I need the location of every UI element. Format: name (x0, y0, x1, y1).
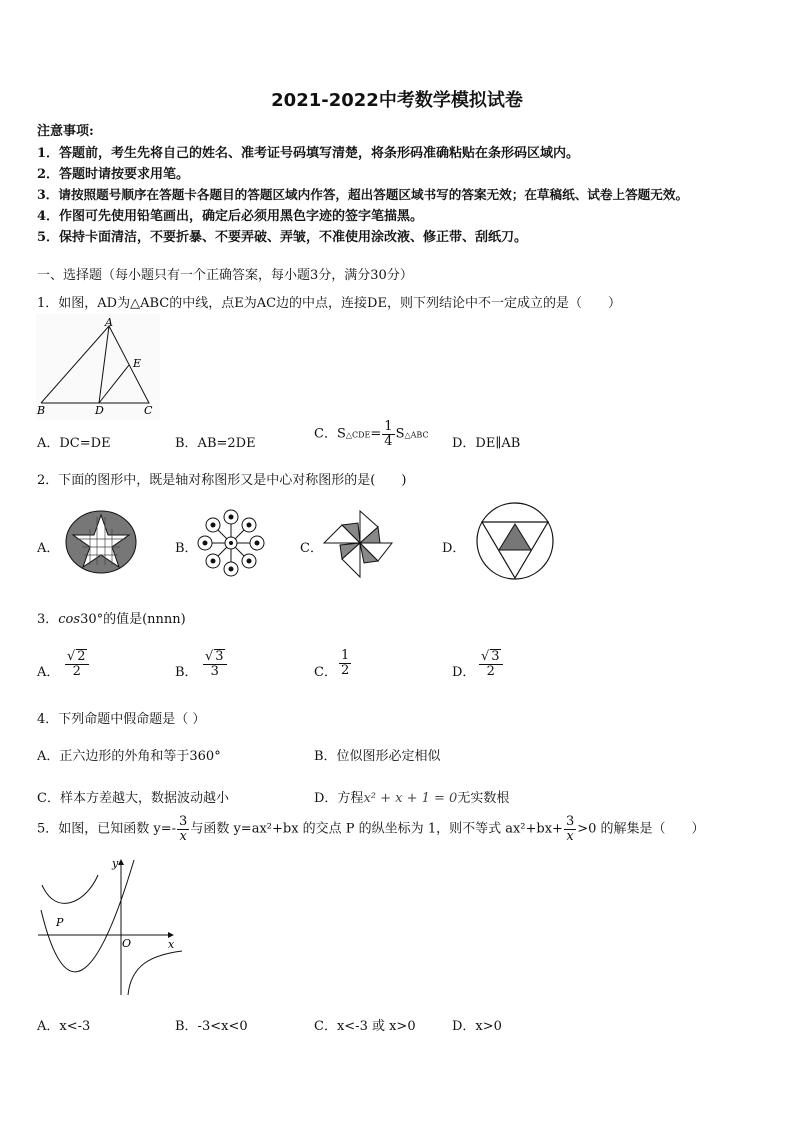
q1-option-d: D．DE∥AB (452, 436, 521, 451)
label-d: D (95, 404, 104, 417)
q5-option-a: A．x<-3 (37, 1019, 91, 1034)
q2-label-b: B． (175, 541, 198, 556)
label-a: A (105, 316, 113, 329)
q2-label-d: D． (442, 541, 466, 556)
label-b: B (37, 404, 46, 417)
note-item-5: 5．保持卡面清洁，不要折暴、不要弄破、弄皱，不准使用涂改液、修正带、刮纸刀。 (37, 230, 528, 245)
q4-option-c: C．样本方差越大，数据波动越小 (37, 791, 229, 806)
q4-option-d: D．方程x² + x + 1 = 0无实数根 (314, 791, 510, 806)
q5-option-b: B．-3<x<0 (175, 1019, 248, 1034)
section-heading: 一、选择题（每小题只有一个正确答案，每小题3分，满分30分） (37, 268, 413, 283)
function-graph-figure (36, 855, 186, 1003)
q3-label-c: C． (314, 665, 337, 680)
question-1-text: 1．如图，AD为△ABC的中线，点E为AC边的中点，连接DE，则下列结论中不一定成立的是（ ） (37, 296, 621, 311)
q3-label-d: D． (452, 665, 476, 680)
q1-option-b: B．AB=2DE (175, 436, 256, 451)
axis-label-y: y (112, 857, 119, 870)
q4-option-a: A．正六边形的外角和等于360° (37, 749, 221, 764)
note-item-4: 4．作图可先使用铅笔画出，确定后必须用黑色字迹的签字笔描黑。 (37, 209, 424, 224)
label-e: E (133, 357, 142, 370)
q1-option-a: A．DC=DE (37, 436, 111, 451)
question-2-text: 2．下面的图形中，既是轴对称图形又是中心对称图形的是( ) (37, 473, 407, 488)
note-item-2: 2．答题时请按要求用笔。 (37, 167, 190, 182)
origin-label: O (122, 937, 132, 950)
pinwheel-figure (320, 507, 412, 583)
axis-label-x: x (168, 938, 175, 951)
q3-option-a: $\frac{√ 2}{2}$ (64, 649, 90, 678)
q5-option-d: D．x>0 (452, 1019, 502, 1034)
q3-label-b: B． (175, 665, 198, 680)
note-item-1: 1．答题前，考生先将自己的姓名、准考证号码填写清楚，将条形码准确粘贴在条形码区域内。 (37, 146, 580, 161)
q2-label-a: A． (37, 541, 60, 556)
q1-option-c: C．S△CDE= $\frac{1}{4}$ S△ABC (314, 419, 429, 449)
label-c: C (144, 404, 153, 417)
point-p-label: P (56, 916, 64, 929)
question-3-text: 3．cos30°的值是(nnnn) (37, 612, 186, 627)
q4-option-b: B．位似图形必定相似 (314, 749, 441, 764)
q3-label-a: A． (37, 665, 60, 680)
triangle-in-circle-figure (474, 500, 556, 582)
q2-label-c: C． (300, 541, 323, 556)
q3-option-d: $\frac{√ 3}{2}$ (478, 649, 504, 678)
flower-pattern-figure (196, 508, 266, 578)
q5-option-c: C．x<-3 或 x>0 (314, 1019, 416, 1034)
star-circle-figure (64, 509, 140, 575)
q3-option-c: $\frac{1}{2}$ (341, 648, 350, 678)
triangle-figure (36, 314, 160, 420)
question-5-text: 5．如图，已知函数 y=- $\frac{3}{x}$ 与函数 y=ax²+bx 的交点 P 的纵坐标为 1，则不等式 ax²+bx+ $\frac{3}{x}$ >0 的解集是（ ） (37, 814, 705, 844)
note-item-3: 3．请按照题号顺序在答题卡各题目的答题区域内作答，超出答题区域书写的答案无效；在草稿纸、试卷上答题无效。 (37, 187, 689, 202)
q3-option-b: $\frac{√ 3}{3}$ (202, 649, 228, 678)
page-title: 2021-2022中考数学模拟试卷 (271, 90, 523, 111)
notes-heading: 注意事项: (37, 124, 94, 139)
question-4-text: 4．下列命题中假命题是（ ） (37, 712, 206, 727)
